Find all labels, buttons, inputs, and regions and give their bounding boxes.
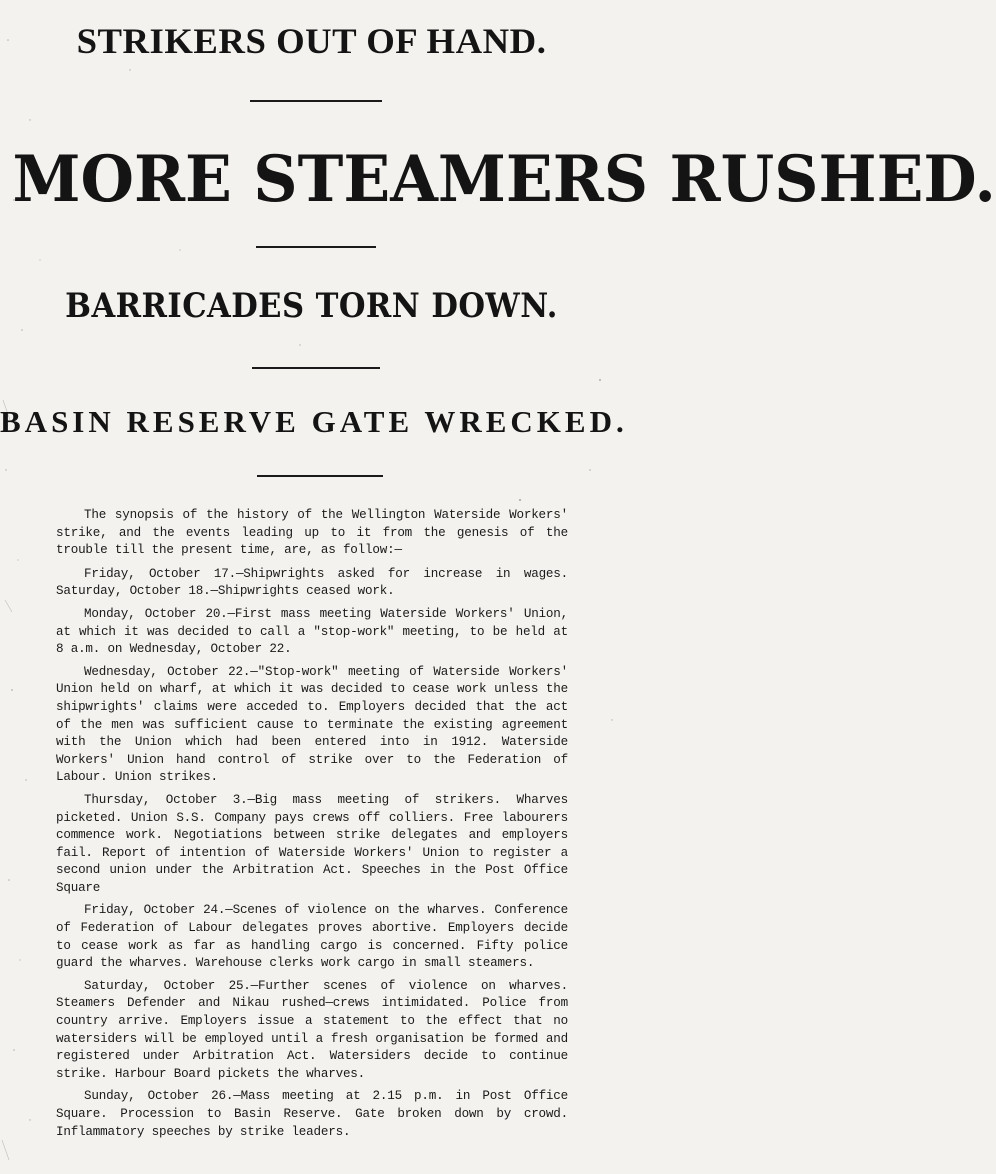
paragraph-october-25: Saturday, October 25.—Further scenes of violence on wharves. Steamers Defender and Nikau rushed—crews intimidated. Police from country arrive. Employers issue a statement to the effect that no watersiders will be employed until a fresh organisation be formed and registered under Arbitration Act. Watersiders decide to continue strike. Harbour Board pickets the wharves. bbox=[56, 978, 568, 1081]
paragraph-october-23: Thursday, October 3.—Big mass meeting of strikers. Wharves picketed. Union S.S. Company pays crews off colliers. Free labourers commence work. Negotiations between strike delegates and employers fail. Report of intention of Waterside Workers' Union to register a second union under the Arbitration Act. Speeches in the Post Office Square bbox=[56, 792, 568, 895]
headline-strikers-out-of-hand: STRIKERS OUT OF HAND. bbox=[76, 21, 547, 61]
divider-rule bbox=[257, 475, 383, 477]
paragraph-october-26: Sunday, October 26.—Mass meeting at 2.15 p.m. in Post Office Square. Procession to Basin Reserve. Gate broken down by crowd. Inflammatory speeches by strike leaders. bbox=[56, 1089, 568, 1139]
headline-barricades-torn-down: BARRICADES TORN DOWN. bbox=[65, 286, 558, 326]
divider-rule bbox=[252, 367, 380, 369]
paragraph-october-20: Monday, October 20.—First mass meeting Waterside Workers' Union, at which it was decided to call a "stop-work" meeting, to be held at 8 a.m. on Wednesday, October 22. bbox=[56, 606, 568, 657]
headline-more-steamers-rushed: MORE STEAMERS RUSHED. bbox=[12, 142, 996, 217]
paragraph-october-17: Friday, October 17.—Shipwrights asked for increase in wages. Saturday, October 18.—Shipwrights ceased work. bbox=[56, 566, 568, 599]
headline-basin-reserve-gate-wrecked: BASIN RESERVE GATE WRECKED. bbox=[0, 404, 628, 439]
paragraph-synopsis: The synopsis of the history of the Wellington Waterside Workers' strike, and the events leading up to it from the genesis of the trouble till the present time, are, as follow:— bbox=[56, 508, 568, 558]
paragraph-october-24: Friday, October 24.—Scenes of violence on the wharves. Conference of Federation of Labour delegates proves abortive. Employers decide to cease work as far as handling cargo is concerned. Fifty police guard the wharves. Warehouse clerks work cargo in small steamers. bbox=[56, 903, 568, 971]
divider-rule bbox=[250, 100, 382, 102]
divider-rule bbox=[256, 246, 376, 248]
article-body bbox=[56, 507, 568, 1146]
paragraph-october-22: Wednesday, October 22.—"Stop-work" meeting of Waterside Workers' Union held on wharf, at which it was decided to cease work unless the shipwrights' claims were acceded to. Employers decided that the act of the men was sufficient cause to terminate the existing agreement with the Union which had been entered into in 1912. Waterside Workers' Union hand control of strike over to the Federation of Labour. Union strikes. bbox=[56, 664, 568, 785]
